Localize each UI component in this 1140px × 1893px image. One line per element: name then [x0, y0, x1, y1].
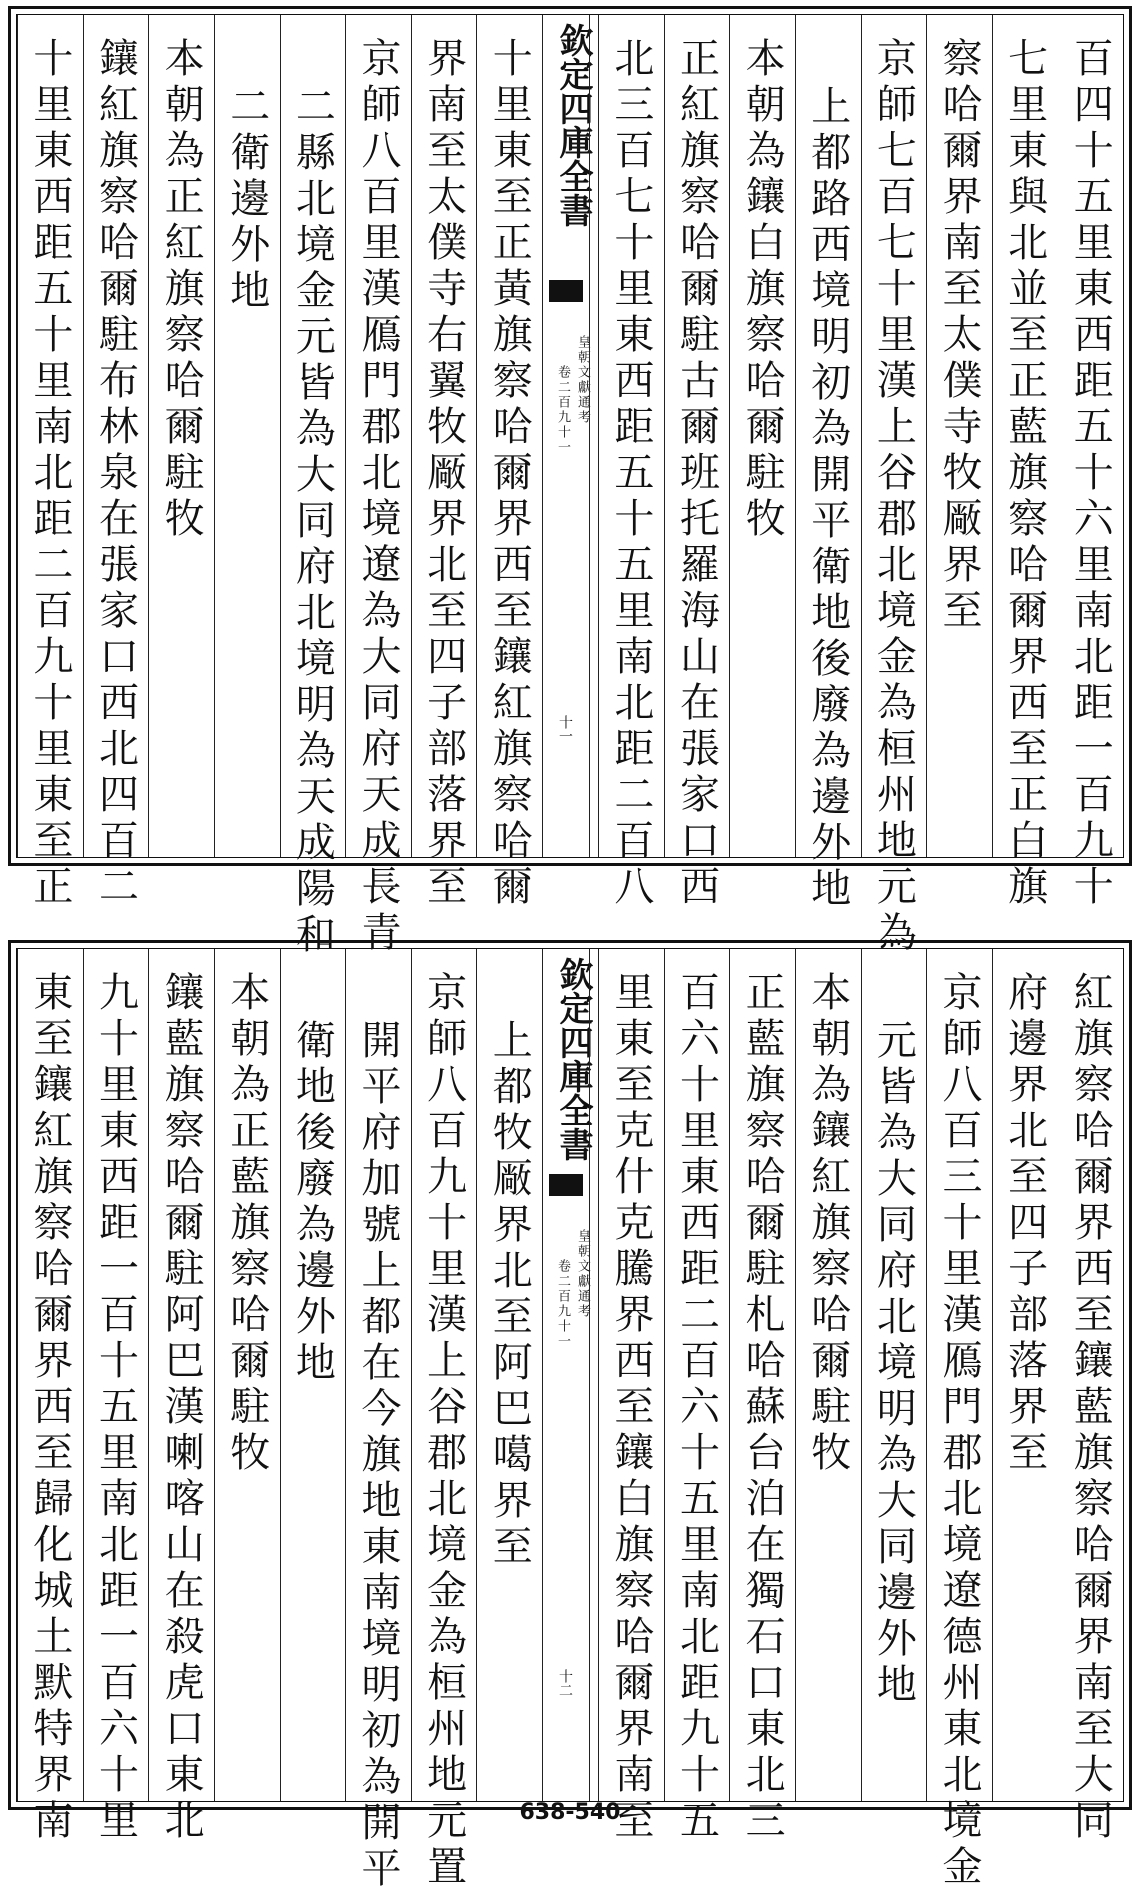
top-col-8: [598, 15, 664, 911]
top-col-7: [664, 15, 730, 911]
bottom-col-13-text: 本朝為正藍旗察哈爾駐牧: [223, 971, 270, 1477]
bottom-col-7-text: 百六十里東西距二百六十五里南北距九十五: [673, 971, 720, 1845]
top-col-11: [345, 15, 411, 957]
bottom-col-16: [17, 949, 83, 1845]
top-col-3-text: 察哈爾界南至太僕寺牧厰界至: [935, 37, 982, 635]
top-col-5: [795, 15, 861, 913]
top-col-1: [1057, 15, 1123, 911]
bottom-spine-line: [589, 949, 590, 1801]
bottom-col-8-text: 里東至克什克騰界西至鑲白旗察哈爾界南至: [607, 971, 654, 1845]
top-col-6-text: 本朝為鑲白旗察哈爾駐牧: [739, 37, 786, 543]
bottom-col-10-text: 京師八百九十里漢上谷郡北境金為桓州地元置: [420, 971, 467, 1891]
bottom-col-4-text: 元皆為大同府北境明為大同邊外地: [870, 1019, 917, 1709]
top-col-6: [729, 15, 795, 857]
top-col-1-text: 百四十五里東西距五十六里南北距一百九十: [1067, 37, 1114, 911]
bottom-col-10: [411, 949, 477, 1891]
top-col-4-text: 京師七百七十里漢上谷郡北境金為桓州地元為: [870, 37, 917, 957]
top-spine-title: 欽定四庫全書: [553, 23, 593, 227]
top-col-8-text: 北三百七十里東西距五十五里南北距二百八: [607, 37, 654, 911]
bottom-col-3: [926, 949, 992, 1891]
bottom-col-13: [214, 949, 280, 1801]
bottom-spine-title: 欽定四庫全書: [553, 957, 593, 1161]
top-col-9-text: 十里東至正黃旗察哈爾界西至鑲紅旗察哈爾: [486, 37, 533, 911]
bottom-col-11-text: 開平府加號上都在今旗地東南境明初為開平: [354, 1019, 401, 1893]
top-col-10-text: 界南至太僕寺右翼牧厰界北至四子部落界至: [420, 37, 467, 911]
bottom-col-14: [148, 949, 214, 1845]
top-spine-book: 皇朝文獻通考: [575, 335, 590, 425]
top-col-12-text: 二縣北境金元皆為大同府北境明為天成陽和: [289, 85, 336, 959]
top-page-frame: [16, 14, 1124, 959]
top-col-11-text: 京師八百里漢鴈門郡北境遼為大同府天成長青: [354, 37, 401, 957]
bottom-col-7: [664, 949, 730, 1845]
top-col-13: [214, 15, 280, 857]
bottom-spine: [542, 949, 598, 1801]
top-col-14-text: 本朝為正紅旗察哈爾駐牧: [158, 37, 205, 543]
top-col-14: [148, 15, 214, 857]
top-col-4: [861, 15, 927, 957]
top-col-10: [411, 15, 477, 911]
top-col-16: [17, 15, 83, 911]
top-col-9: [476, 15, 542, 911]
top-col-2-text: 七里東與北並至正藍旗察哈爾界西至正白旗: [1001, 37, 1048, 911]
bottom-col-9: [476, 949, 542, 1801]
top-col-7-text: 正紅旗察哈爾駐古爾班托羅海山在張家口西: [673, 37, 720, 911]
bottom-col-15-text: 九十里東西距一百十五里南北距一百六十里: [92, 971, 139, 1845]
bottom-col-12: [280, 949, 346, 1801]
top-col-15: [83, 15, 149, 911]
bottom-col-9-text: 上都牧厰界北至阿巴噶界至: [486, 1019, 533, 1571]
bottom-col-3-text: 京師八百三十里漢鴈門郡北境遼德州東北境金: [935, 971, 982, 1891]
top-spine: [542, 15, 598, 857]
bottom-col-12-text: 衛地後廢為邊外地: [289, 1019, 336, 1387]
plate-number: 638-540: [519, 1800, 621, 1825]
top-spine-line: [589, 15, 590, 857]
top-spine-page-number: 十一: [557, 715, 573, 743]
bottom-col-15: [83, 949, 149, 1845]
top-spine-volume: 卷二百九十一: [555, 365, 570, 455]
bottom-spine-book: 皇朝文獻通考: [575, 1229, 590, 1319]
top-col-3: [926, 15, 992, 857]
bottom-col-16-text: 東至鑲紅旗察哈爾界西至歸化城土默特界南: [26, 971, 73, 1845]
bottom-col-2-text: 府邊界北至四子部落界至: [1001, 971, 1048, 1477]
bottom-col-5: [795, 949, 861, 1801]
bottom-col-14-text: 鑲藍旗察哈爾駐阿巴漢喇喀山在殺虎口東北: [158, 971, 205, 1845]
bottom-fishtail-mark: [549, 1174, 583, 1196]
top-col-5-text: 上都路西境明初為開平衛地後廢為邊外地: [804, 85, 851, 913]
top-fishtail-mark: [549, 280, 583, 302]
top-page: [8, 6, 1132, 959]
top-col-12: [280, 15, 346, 959]
bottom-col-4: [861, 949, 927, 1801]
top-col-2: [992, 15, 1058, 911]
bottom-col-2: [992, 949, 1058, 1801]
top-col-13-text: 二衛邊外地: [223, 85, 270, 315]
top-col-15-text: 鑲紅旗察哈爾駐布林泉在張家口西北四百二: [92, 37, 139, 911]
bottom-col-6-text: 正藍旗察哈爾駐札哈蘇台泊在獨石口東北三: [739, 971, 786, 1845]
top-col-16-text: 十里東西距五十里南北距二百九十里東至正: [26, 37, 73, 911]
bottom-col-1-text: 紅旗察哈爾界西至鑲藍旗察哈爾界南至大同: [1067, 971, 1114, 1845]
bottom-spine-volume: 卷二百九十一: [555, 1259, 570, 1349]
bottom-col-1: [1057, 949, 1123, 1845]
bottom-col-5-text: 本朝為鑲紅旗察哈爾駐牧: [804, 971, 851, 1477]
bottom-col-8: [598, 949, 664, 1845]
bottom-col-6: [729, 949, 795, 1845]
bottom-spine-page-number: 十二: [557, 1669, 573, 1697]
bottom-col-11: [345, 949, 411, 1893]
